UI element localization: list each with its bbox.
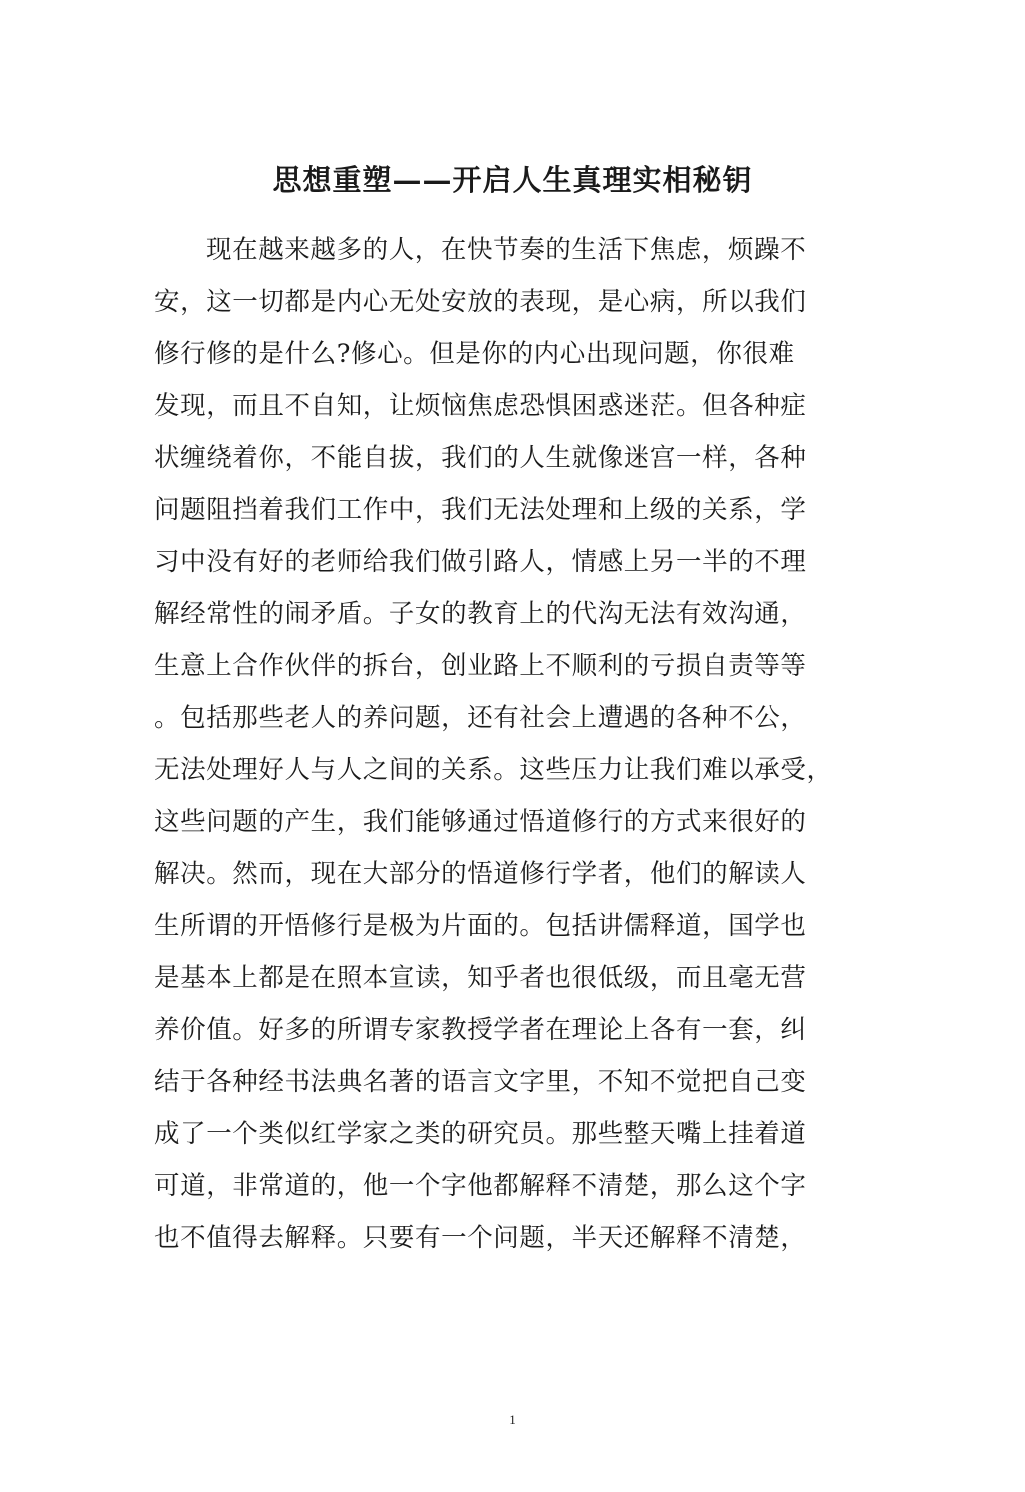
document-title: 思想重塑——开启人生真理实相秘钥 [272,163,753,197]
text-line: 可道，非常道的，他一个字他都解释不清楚，那么这个字 [154,1171,807,1201]
text-line: 问题阻挡着我们工作中，我们无法处理和上级的关系，学 [154,495,807,525]
text-line: 解经常性的闹矛盾。子女的教育上的代沟无法有效沟通， [154,599,807,629]
text-line: 生意上合作伙伴的拆台，创业路上不顺利的亏损自责等等 [154,651,807,681]
text-line: 是基本上都是在照本宣读，知乎者也很低级，而且毫无营 [154,963,807,993]
text-line: 修行修的是什么?修心。但是你的内心出现问题，你很难 [154,339,795,369]
text-line: 解决。然而，现在大部分的悟道修行学者，他们的解读人 [154,859,807,889]
text-line: 安，这一切都是内心无处安放的表现，是心病，所以我们 [154,287,807,317]
page-number: 1 [509,1412,516,1427]
text-line: 现在越来越多的人，在快节奏的生活下焦虑，烦躁不 [206,235,807,265]
text-line: 习中没有好的老师给我们做引路人，情感上另一半的不理 [154,547,807,577]
text-line: 发现，而且不自知，让烦恼焦虑恐惧困惑迷茫。但各种症 [154,391,807,421]
text-line: 结于各种经书法典名著的语言文字里，不知不觉把自己变 [154,1067,807,1097]
body-paragraph [154,224,854,1264]
text-line: 这些问题的产生，我们能够通过悟道修行的方式来很好的 [154,807,807,837]
text-line: 养价值。好多的所谓专家教授学者在理论上各有一套，纠 [154,1015,807,1045]
text-line: 成了一个类似红学家之类的研究员。那些整天嘴上挂着道 [154,1119,807,1149]
text-line: 。包括那些老人的养问题，还有社会上遭遇的各种不公， [154,703,807,733]
text-line: 生所谓的开悟修行是极为片面的。包括讲儒释道，国学也 [154,911,807,941]
text-line: 状缠绕着你，不能自拔，我们的人生就像迷宫一样，各种 [154,443,807,473]
text-line: 无法处理好人与人之间的关系。这些压力让我们难以承受， [154,755,833,785]
text-line: 也不值得去解释。只要有一个问题，半天还解释不清楚， [154,1223,807,1253]
